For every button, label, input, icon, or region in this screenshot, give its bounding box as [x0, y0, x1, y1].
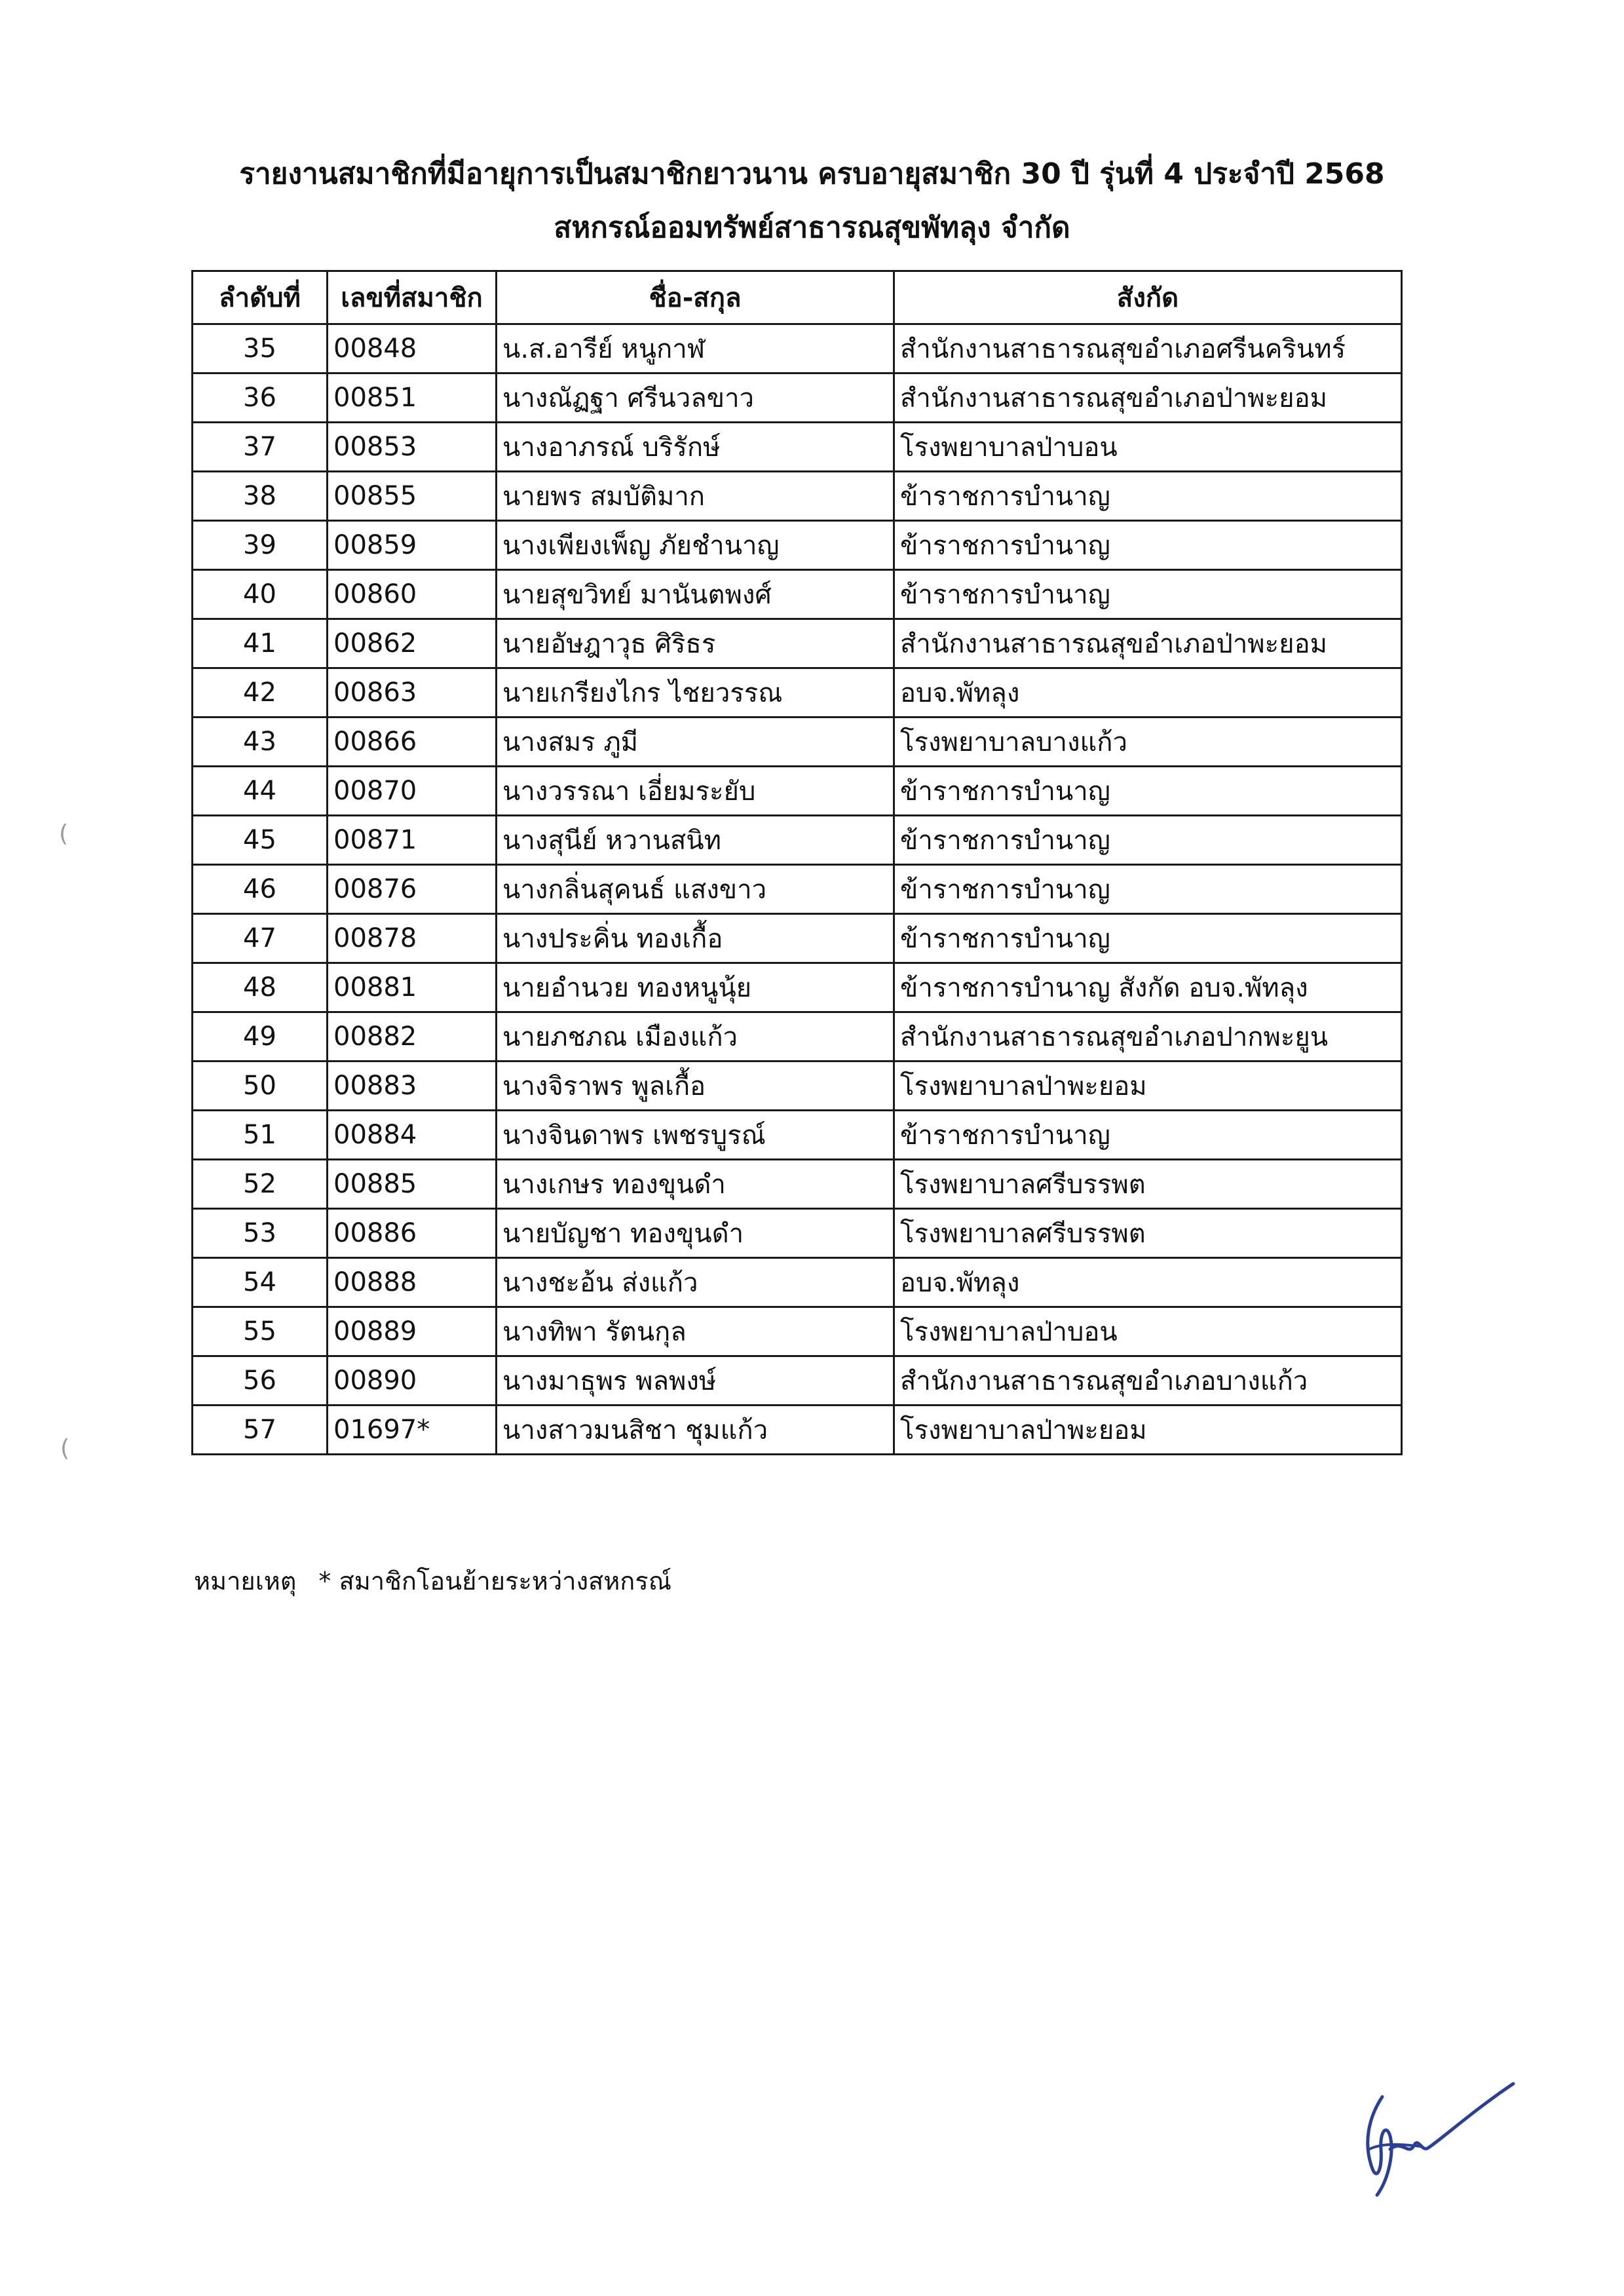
- row-number: 45: [193, 816, 328, 865]
- member-affiliation: ข้าราชการบำนาญ: [894, 816, 1402, 865]
- member-affiliation: ข้าราชการบำนาญ สังกัด อบจ.พัทลุง: [894, 963, 1402, 1012]
- row-number: 36: [193, 373, 328, 423]
- member-id: 00855: [328, 472, 497, 521]
- member-id: 00859: [328, 521, 497, 570]
- table-row: [193, 1356, 1402, 1406]
- member-name: นายพร สมบัติมาก: [497, 472, 894, 521]
- member-name: นางวรรณา เอี่ยมระยับ: [497, 767, 894, 816]
- member-id: 00870: [328, 767, 497, 816]
- member-name: นางจิราพร พูลเกื้อ: [497, 1062, 894, 1111]
- member-id: 00886: [328, 1209, 497, 1258]
- row-number: 56: [193, 1356, 328, 1406]
- row-number: 57: [193, 1406, 328, 1455]
- table-row: [193, 472, 1402, 521]
- row-number: 44: [193, 767, 328, 816]
- table-row: [193, 718, 1402, 767]
- member-affiliation: ข้าราชการบำนาญ: [894, 914, 1402, 963]
- row-number: 55: [193, 1307, 328, 1356]
- member-affiliation: ข้าราชการบำนาญ: [894, 472, 1402, 521]
- row-number: 35: [193, 324, 328, 373]
- table-row: [193, 1111, 1402, 1160]
- row-number: 43: [193, 718, 328, 767]
- member-id: 00888: [328, 1258, 497, 1307]
- row-number: 53: [193, 1209, 328, 1258]
- member-name: นางจินดาพร เพชรบูรณ์: [497, 1111, 894, 1160]
- column-header-name: ชื่อ-สกุล: [497, 271, 894, 324]
- member-affiliation: สำนักงานสาธารณสุขอำเภอบางแก้ว: [894, 1356, 1402, 1406]
- row-number: 54: [193, 1258, 328, 1307]
- member-affiliation: ข้าราชการบำนาญ: [894, 1111, 1402, 1160]
- member-id: 00851: [328, 373, 497, 423]
- member-name: นางกลิ่นสุคนธ์ แสงขาว: [497, 865, 894, 914]
- member-affiliation: ข้าราชการบำนาญ: [894, 865, 1402, 914]
- member-name: นางมาธุพร พลพงษ์: [497, 1356, 894, 1406]
- row-number: 48: [193, 963, 328, 1012]
- member-id: 00860: [328, 570, 497, 619]
- footnote-label: หมายเหตุ: [194, 1567, 297, 1596]
- scan-mark: (: [59, 820, 69, 847]
- member-affiliation: สำนักงานสาธารณสุขอำเภอป่าพะยอม: [894, 373, 1402, 423]
- table-row: [193, 865, 1402, 914]
- member-affiliation: อบจ.พัทลุง: [894, 668, 1402, 718]
- member-name: นางสาวมนสิชา ชุมแก้ว: [497, 1406, 894, 1455]
- member-affiliation: ข้าราชการบำนาญ: [894, 570, 1402, 619]
- table-row: [193, 570, 1402, 619]
- member-name: นางสมร ภูมี: [497, 718, 894, 767]
- members-table: [191, 270, 1403, 1455]
- member-affiliation: สำนักงานสาธารณสุขอำเภอศรีนครินทร์: [894, 324, 1402, 373]
- signature: [1343, 2071, 1526, 2202]
- table-row: [193, 1258, 1402, 1307]
- row-number: 46: [193, 865, 328, 914]
- member-affiliation: โรงพยาบาลศรีบรรพต: [894, 1209, 1402, 1258]
- member-affiliation: โรงพยาบาลป่าพะยอม: [894, 1406, 1402, 1455]
- row-number: 37: [193, 423, 328, 472]
- member-affiliation: โรงพยาบาลบางแก้ว: [894, 718, 1402, 767]
- member-name: นางสุนีย์ หวานสนิท: [497, 816, 894, 865]
- table-row: [193, 914, 1402, 963]
- member-name: นางณัฏฐา ศรีนวลขาว: [497, 373, 894, 423]
- member-id: 00885: [328, 1160, 497, 1209]
- member-id: 00876: [328, 865, 497, 914]
- row-number: 42: [193, 668, 328, 718]
- member-name: นายอัษฎาวุธ ศิริธร: [497, 619, 894, 668]
- member-id: 00871: [328, 816, 497, 865]
- table-row: [193, 816, 1402, 865]
- member-name: นางเพียงเพ็ญ ภัยชำนาญ: [497, 521, 894, 570]
- member-affiliation: สำนักงานสาธารณสุขอำเภอป่าพะยอม: [894, 619, 1402, 668]
- column-header-affiliation: สังกัด: [894, 271, 1402, 324]
- member-name: นายเกรียงไกร ไชยวรรณ: [497, 668, 894, 718]
- member-name: นายอำนวย ทองหนูนุ้ย: [497, 963, 894, 1012]
- table-row: [193, 1012, 1402, 1062]
- member-name: นางอาภรณ์ บริรักษ์: [497, 423, 894, 472]
- table-row: [193, 1406, 1402, 1455]
- row-number: 50: [193, 1062, 328, 1111]
- scan-mark: (: [60, 1435, 70, 1462]
- member-id: 00866: [328, 718, 497, 767]
- member-affiliation: ข้าราชการบำนาญ: [894, 767, 1402, 816]
- member-name: นายสุขวิทย์ มานันตพงศ์: [497, 570, 894, 619]
- member-id: 00862: [328, 619, 497, 668]
- member-name: นางชะอ้น ส่งแก้ว: [497, 1258, 894, 1307]
- member-affiliation: สำนักงานสาธารณสุขอำเภอปากพะยูน: [894, 1012, 1402, 1062]
- row-number: 38: [193, 472, 328, 521]
- row-number: 51: [193, 1111, 328, 1160]
- table-header-row: [193, 271, 1402, 324]
- member-id: 00890: [328, 1356, 497, 1406]
- member-id: 01697*: [328, 1406, 497, 1455]
- table-row: [193, 619, 1402, 668]
- table-row: [193, 324, 1402, 373]
- member-name: นายบัญชา ทองขุนดำ: [497, 1209, 894, 1258]
- row-number: 39: [193, 521, 328, 570]
- member-name: นางประคิ่น ทองเกื้อ: [497, 914, 894, 963]
- member-id: 00853: [328, 423, 497, 472]
- column-header-member-id: เลขที่สมาชิก: [328, 271, 497, 324]
- member-affiliation: โรงพยาบาลป่าบอน: [894, 423, 1402, 472]
- member-id: 00881: [328, 963, 497, 1012]
- table-row: [193, 963, 1402, 1012]
- row-number: 41: [193, 619, 328, 668]
- footnote-text: * สมาชิกโอนย้ายระหว่างสหกรณ์: [318, 1567, 671, 1596]
- member-name: น.ส.อารีย์ หนูกาฬ: [497, 324, 894, 373]
- member-id: 00882: [328, 1012, 497, 1062]
- member-name: นายภชภณ เมืองแก้ว: [497, 1012, 894, 1062]
- member-affiliation: โรงพยาบาลป่าพะยอม: [894, 1062, 1402, 1111]
- table-row: [193, 1062, 1402, 1111]
- member-id: 00883: [328, 1062, 497, 1111]
- table-row: [193, 521, 1402, 570]
- row-number: 49: [193, 1012, 328, 1062]
- table-row: [193, 1307, 1402, 1356]
- row-number: 52: [193, 1160, 328, 1209]
- member-id: 00863: [328, 668, 497, 718]
- document-title: รายงานสมาชิกที่มีอายุการเป็นสมาชิกยาวนาน ครบอายุสมาชิก 30 ปี รุ่นที่ 4 ประจำปี 2568: [239, 157, 1385, 191]
- footnote: [194, 1565, 671, 1598]
- table-row: [193, 423, 1402, 472]
- member-affiliation: โรงพยาบาลป่าบอน: [894, 1307, 1402, 1356]
- row-number: 47: [193, 914, 328, 963]
- document-subtitle: สหกรณ์ออมทรัพย์สาธารณสุขพัทลุง จำกัด: [554, 211, 1070, 244]
- member-affiliation: อบจ.พัทลุง: [894, 1258, 1402, 1307]
- table-row: [193, 668, 1402, 718]
- table-row: [193, 1160, 1402, 1209]
- member-id: 00848: [328, 324, 497, 373]
- member-affiliation: โรงพยาบาลศรีบรรพต: [894, 1160, 1402, 1209]
- table-row: [193, 767, 1402, 816]
- table-row: [193, 1209, 1402, 1258]
- member-id: 00878: [328, 914, 497, 963]
- table-row: [193, 373, 1402, 423]
- row-number: 40: [193, 570, 328, 619]
- member-name: นางทิพา รัตนกุล: [497, 1307, 894, 1356]
- column-header-no: ลำดับที่: [193, 271, 328, 324]
- member-id: 00884: [328, 1111, 497, 1160]
- member-name: นางเกษร ทองขุนดำ: [497, 1160, 894, 1209]
- member-affiliation: ข้าราชการบำนาญ: [894, 521, 1402, 570]
- member-id: 00889: [328, 1307, 497, 1356]
